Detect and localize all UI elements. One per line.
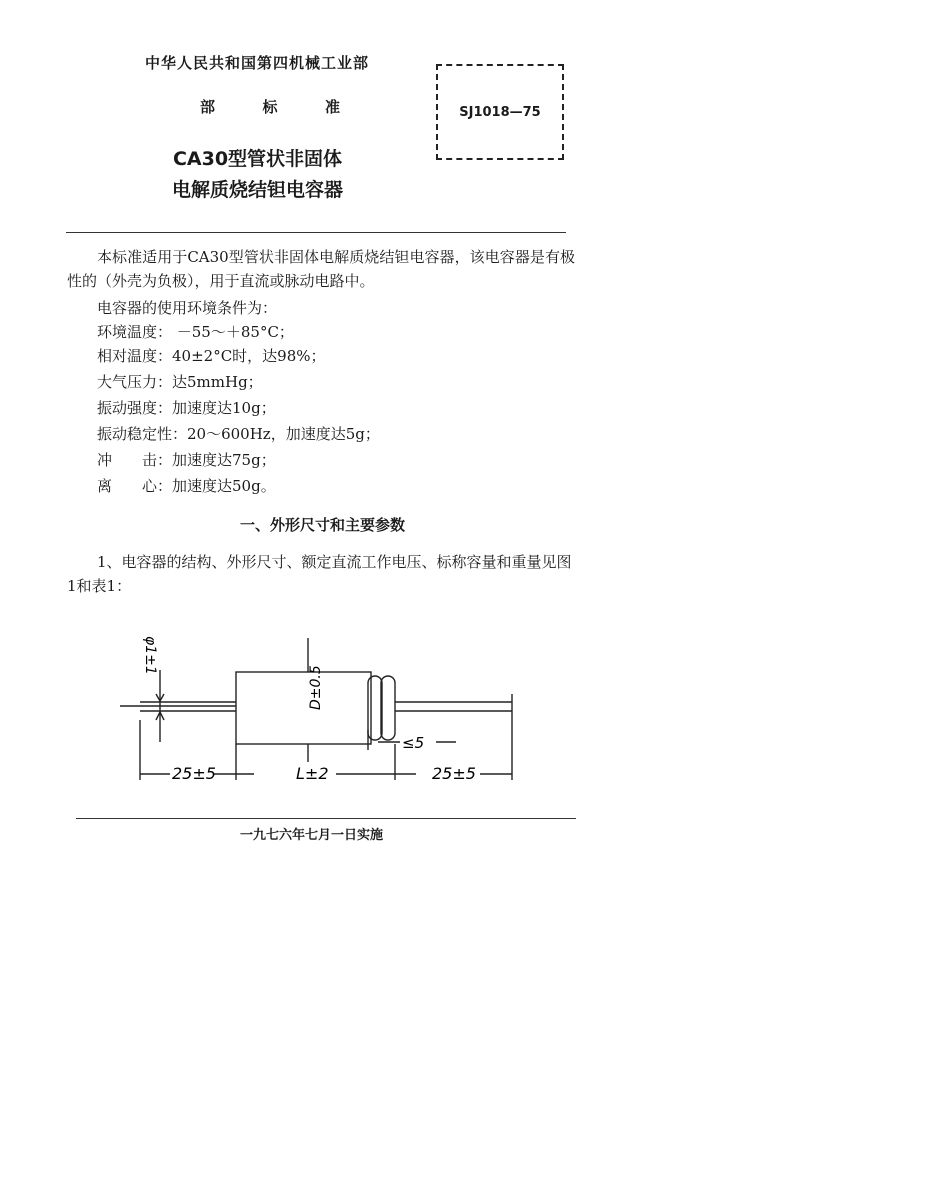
condition-item: 相对温度：40±2°C时，达98%；	[97, 347, 326, 365]
section-heading: 一、外形尺寸和主要参数	[240, 516, 406, 534]
conditions-heading: 电容器的使用环境条件为：	[97, 299, 278, 317]
effective-date: 一九七六年七月一日实施	[240, 828, 384, 843]
intro-paragraph: 本标准适用于CA30型管状非固体电解质烧结钽电容器，该电容器是有极性的（外壳为负极），用于直流或脉动电路中。	[67, 248, 575, 290]
standard-code-box	[436, 64, 564, 160]
footer-divider	[76, 818, 576, 819]
section-paragraph: 1、电容器的结构、外形尺寸、额定直流工作电压、标称容量和重量见图1和表1：	[67, 553, 572, 595]
capacitor-drawing	[110, 610, 530, 800]
title-line-2: 电解质烧结钽电容器	[171, 179, 343, 201]
condition-item: 振动稳定性：20～600Hz，加速度达5g；	[97, 425, 380, 443]
condition-item: 离 心：加速度达50g。	[97, 477, 276, 495]
capacitor-body	[236, 672, 371, 744]
condition-item: 振动强度：加速度达10g；	[97, 399, 276, 417]
body-length-label: L±2	[296, 764, 329, 783]
body-diameter-label: D±0.5	[308, 665, 324, 710]
subtitle-char: 标	[262, 98, 278, 116]
subtitle-char: 部	[200, 98, 216, 116]
document-title	[90, 144, 425, 206]
title-divider	[66, 232, 566, 233]
lead-diameter-label: φ1±1	[142, 636, 158, 675]
ministry-name: 中华人民共和国第四机械工业部	[145, 54, 370, 72]
seal-length-label: ≤5	[402, 734, 425, 752]
seal-ring	[368, 676, 382, 740]
subtitle-char: 准	[324, 98, 340, 116]
condition-item: 环境温度： －55～＋85°C；	[97, 323, 294, 341]
standard-type	[200, 96, 340, 117]
seal-ring	[381, 676, 395, 740]
standard-code: SJ1018—75	[459, 104, 541, 120]
condition-item: 冲 击：加速度达75g；	[97, 451, 276, 469]
right-lead-length-label: 25±5	[432, 764, 476, 783]
left-lead-length-label: 25±5	[172, 764, 216, 783]
condition-item: 大气压力：达5mmHg；	[97, 373, 263, 391]
title-line-1: CA30型管状非固体	[172, 148, 343, 170]
